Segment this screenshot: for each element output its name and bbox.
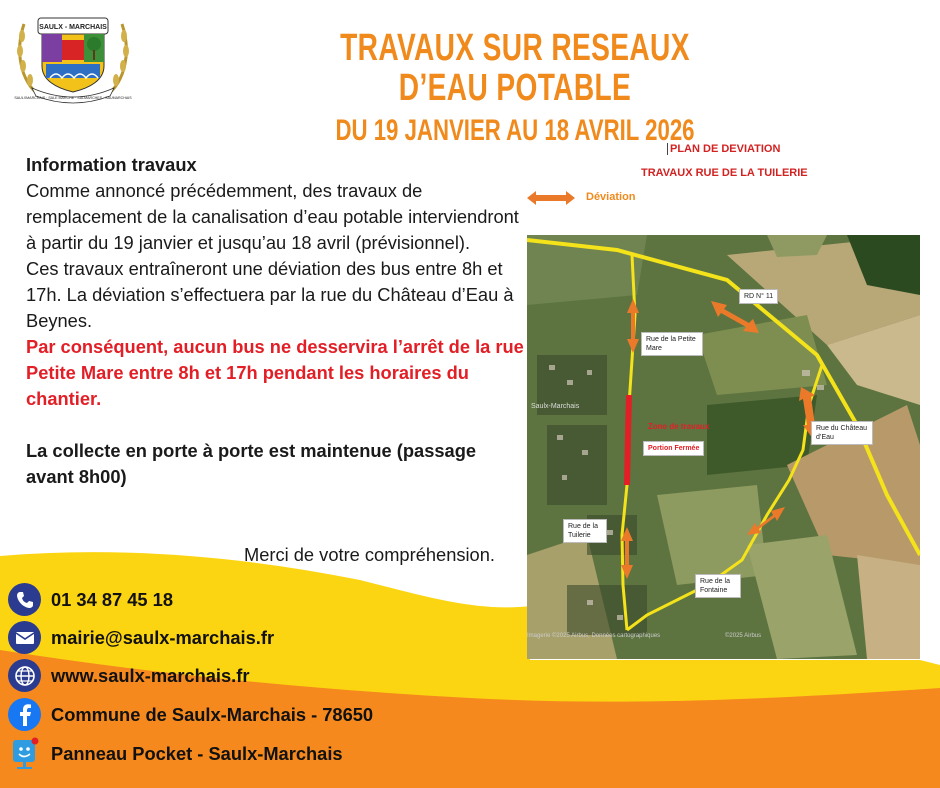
label-petite-mare: Rue de la Petite Mare bbox=[641, 332, 703, 356]
info-paragraph-2: Ces travaux entraîneront une déviation des bus entre 8h et 17h. La déviation s’effectuera par la rue du Château d’Eau à Beynes. bbox=[26, 258, 514, 331]
collecte-notice: La collecte en porte à porte est maintenue (passage avant 8h00) bbox=[26, 440, 477, 487]
closed-portion bbox=[627, 395, 629, 485]
phone-icon bbox=[8, 583, 41, 616]
globe-icon bbox=[8, 659, 41, 692]
email-address: mairie@saulx-marchais.fr bbox=[51, 626, 275, 648]
legend-plan-title: PLAN DE DEVIATION bbox=[667, 143, 780, 155]
label-rd11: RD N° 11 bbox=[739, 289, 778, 304]
info-text-block bbox=[26, 152, 526, 490]
title-line-1: TRAVAUX SUR RESEAUX D’EAU POTABLE bbox=[340, 27, 690, 109]
contact-facebook[interactable] bbox=[8, 698, 373, 731]
legend-deviation-label: Déviation bbox=[586, 191, 636, 203]
legend-works-title: TRAVAUX RUE DE LA TUILERIE bbox=[641, 167, 808, 179]
municipal-crest-logo bbox=[10, 6, 136, 104]
contact-email[interactable] bbox=[8, 621, 274, 654]
contact-panneau-pocket[interactable] bbox=[8, 737, 343, 770]
label-village: Saulx-Marchais bbox=[531, 403, 580, 410]
info-heading: Information travaux bbox=[26, 154, 197, 175]
thanks-message: Merci de votre compréhension. bbox=[244, 544, 495, 565]
website-url: www.saulx-marchais.fr bbox=[51, 664, 250, 686]
crest-ribbon-text: SAULXMARCHAIS · SALE MARCHE · SALMARCHES · SAUMARCHAIS bbox=[14, 96, 132, 100]
contact-phone[interactable] bbox=[8, 583, 173, 616]
info-paragraph-1: Comme annoncé précédemment, des travaux de remplacement de la canalisation d’eau potable interviendront à partir du 19 janvier et jusqu’au 18 avril (prévisionnel). bbox=[26, 180, 519, 253]
label-closed-portion: Portion Fermée bbox=[643, 441, 704, 456]
facebook-page: Commune de Saulx-Marchais - 78650 bbox=[51, 703, 374, 725]
facebook-icon bbox=[8, 698, 41, 731]
bus-warning: Par conséquent, aucun bus ne desservira l’arrêt de la rue Petite Mare entre 8h et 17h pendant les horaires du chantier. bbox=[26, 336, 524, 409]
poster-title bbox=[319, 28, 711, 148]
title-line-2: DU 19 JANVIER AU 18 AVRIL 2026 bbox=[335, 114, 695, 147]
mail-icon bbox=[8, 621, 41, 654]
label-chateau-eau: Rue du Château d’Eau bbox=[811, 421, 873, 445]
panneau-pocket-name: Panneau Pocket - Saulx-Marchais bbox=[51, 742, 343, 764]
map-credit-airbus: ©2025 Airbus bbox=[725, 633, 762, 639]
panneau-pocket-icon bbox=[8, 737, 41, 770]
label-work-zone: Zone de travaux bbox=[648, 422, 710, 431]
legend-deviation-arrow-icon bbox=[527, 191, 575, 205]
contact-website[interactable] bbox=[8, 659, 249, 692]
label-tuilerie: Rue de la Tuilerie bbox=[563, 519, 607, 543]
map-credit: Imagerie ©2025 Airbus, Données cartographiques bbox=[527, 633, 661, 639]
crest-top-text: SAULX - MARCHAIS bbox=[39, 24, 107, 31]
phone-number: 01 34 87 45 18 bbox=[51, 588, 173, 610]
deviation-map bbox=[527, 235, 920, 659]
label-fontaine: Rue de la Fontaine bbox=[695, 574, 741, 598]
